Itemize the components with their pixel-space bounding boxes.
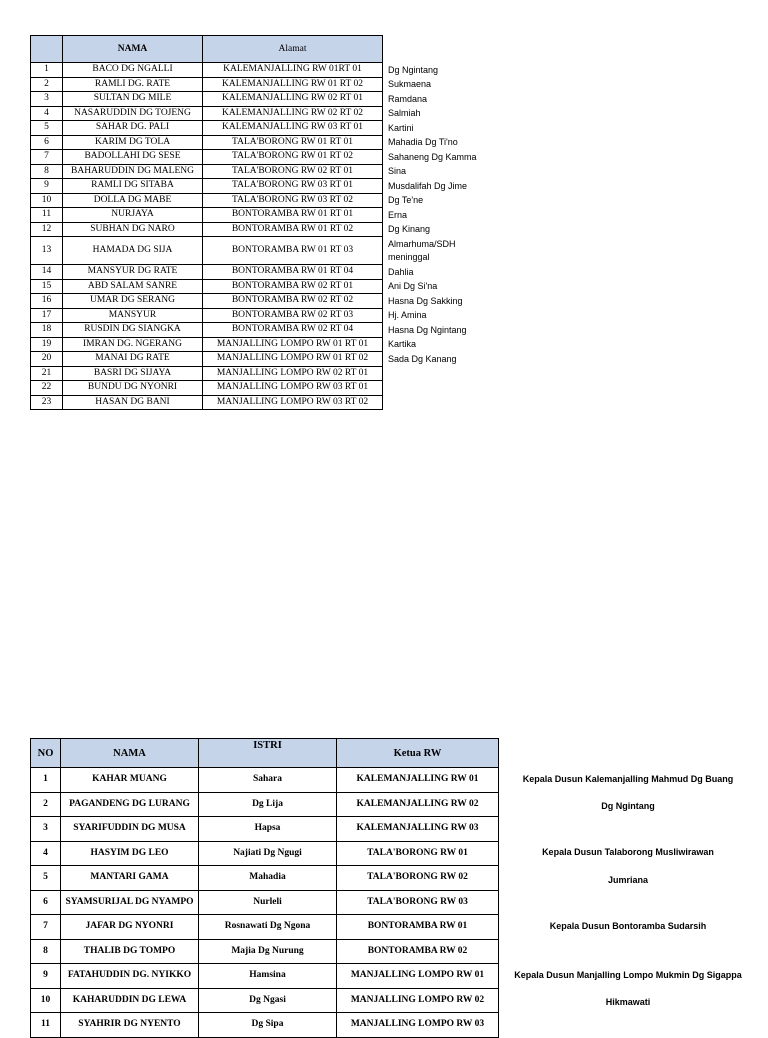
- cell-no: 7: [31, 150, 63, 165]
- cell-nama: UMAR DG SERANG: [63, 294, 203, 309]
- cell-nama: KAHAR MUANG: [61, 768, 199, 793]
- side-note: meninggal: [388, 251, 430, 262]
- cell-nama: SAHAR DG. PALI: [63, 121, 203, 136]
- cell-nama: BASRI DG SIJAYA: [63, 366, 203, 381]
- cell-alamat: TALA'BORONG RW 03 RT 01: [203, 179, 383, 194]
- cell-no: 2: [31, 792, 61, 817]
- cell-nama: JAFAR DG NYONRI: [61, 915, 199, 940]
- cell-alamat: BONTORAMBA RW 01 RT 01: [203, 208, 383, 223]
- cell-alamat: TALA'BORONG RW 03 RT 02: [203, 193, 383, 208]
- table-header-row: [31, 739, 499, 768]
- header-istri: ISTRI: [199, 739, 337, 768]
- cell-nama: HASYIM DG LEO: [61, 841, 199, 866]
- table-row: [31, 208, 383, 223]
- cell-istri: Nurleli: [199, 890, 337, 915]
- residents-table: [30, 35, 383, 410]
- table-row: [31, 988, 499, 1013]
- side-note: Kepala Dusun Kalemanjalling Mahmud Dg Buang: [522, 773, 734, 784]
- cell-istri: Dg Sipa: [199, 1013, 337, 1038]
- table-row: [31, 308, 383, 323]
- table-row: [31, 817, 499, 842]
- header-no: [31, 36, 63, 63]
- cell-no: 8: [31, 939, 61, 964]
- cell-nama: MANSYUR: [63, 308, 203, 323]
- side-note: Ani Dg Si'na: [388, 281, 438, 292]
- cell-no: 5: [31, 866, 61, 891]
- cell-nama: BADOLLAHI DG SESE: [63, 150, 203, 165]
- side-note: Dg Ngintang: [388, 64, 439, 75]
- side-note: Salmiah: [388, 108, 421, 119]
- cell-alamat: KALEMANJALLING RW 02 RT 02: [203, 106, 383, 121]
- table-row: [31, 77, 383, 92]
- side-note: Kartika: [388, 339, 417, 350]
- table-row: [31, 337, 383, 352]
- side-note: Musdalifah Dg Jime: [388, 180, 468, 191]
- table-row: [31, 63, 383, 78]
- cell-alamat: BONTORAMBA RW 02 RT 03: [203, 308, 383, 323]
- side-note: Sina: [388, 166, 407, 177]
- cell-no: 11: [31, 208, 63, 223]
- cell-nama: THALIB DG TOMPO: [61, 939, 199, 964]
- cell-nama: SYARIFUDDIN DG MUSA: [61, 817, 199, 842]
- cell-nama: BUNDU DG NYONRI: [63, 381, 203, 396]
- cell-no: 22: [31, 381, 63, 396]
- cell-ketua-rw: KALEMANJALLING RW 03: [337, 817, 499, 842]
- cell-istri: Dg Ngasi: [199, 988, 337, 1013]
- table-row: [31, 150, 383, 165]
- cell-alamat: KALEMANJALLING RW 03 RT 01: [203, 121, 383, 136]
- cell-nama: MANTARI GAMA: [61, 866, 199, 891]
- side-note: Hj. Amina: [388, 310, 427, 321]
- side-note: Hasna Dg Sakking: [388, 295, 463, 306]
- table-row: [31, 395, 383, 410]
- table-row: [31, 92, 383, 107]
- cell-no: 4: [31, 841, 61, 866]
- cell-alamat: KALEMANJALLING RW 01 RT 02: [203, 77, 383, 92]
- header-nama: NAMA: [61, 739, 199, 768]
- side-note: Sukmaena: [388, 79, 432, 90]
- cell-alamat: MANJALLING LOMPO RW 03 RT 02: [203, 395, 383, 410]
- cell-ketua-rw: TALA'BORONG RW 02: [337, 866, 499, 891]
- cell-alamat: MANJALLING LOMPO RW 03 RT 01: [203, 381, 383, 396]
- header-nama: NAMA: [63, 36, 203, 63]
- cell-alamat: BONTORAMBA RW 02 RT 01: [203, 279, 383, 294]
- cell-nama: SYAMSURIJAL DG NYAMPO: [61, 890, 199, 915]
- table-row: [31, 164, 383, 179]
- cell-istri: Najiati Dg Ngugi: [199, 841, 337, 866]
- cell-no: 17: [31, 308, 63, 323]
- cell-no: 3: [31, 817, 61, 842]
- cell-no: 23: [31, 395, 63, 410]
- cell-nama: MANSYUR DG RATE: [63, 265, 203, 280]
- cell-alamat: BONTORAMBA RW 02 RT 02: [203, 294, 383, 309]
- table-row: [31, 294, 383, 309]
- header-ketua-rw: Ketua RW: [337, 739, 499, 768]
- side-note: Mahadia Dg Ti'no: [388, 137, 458, 148]
- cell-nama: MANAI DG RATE: [63, 352, 203, 367]
- cell-nama: BACO DG NGALLI: [63, 63, 203, 78]
- cell-no: 18: [31, 323, 63, 338]
- table-row: [31, 841, 499, 866]
- cell-no: 11: [31, 1013, 61, 1038]
- header-no: NO: [31, 739, 61, 768]
- cell-ketua-rw: MANJALLING LOMPO RW 03: [337, 1013, 499, 1038]
- side-note: Jumriana: [607, 874, 649, 885]
- side-note: Hasna Dg Ngintang: [388, 324, 467, 335]
- side-note: Almarhuma/SDH: [388, 238, 456, 249]
- cell-ketua-rw: KALEMANJALLING RW 01: [337, 768, 499, 793]
- cell-nama: DOLLA DG MABE: [63, 193, 203, 208]
- table-row: [31, 121, 383, 136]
- cell-alamat: KALEMANJALLING RW 01RT 01: [203, 63, 383, 78]
- cell-no: 7: [31, 915, 61, 940]
- cell-alamat: TALA'BORONG RW 01 RT 01: [203, 135, 383, 150]
- table-row: [31, 915, 499, 940]
- cell-ketua-rw: KALEMANJALLING RW 02: [337, 792, 499, 817]
- side-note: Sahaneng Dg Kamma: [388, 151, 477, 162]
- cell-nama: BAHARUDDIN DG MALENG: [63, 164, 203, 179]
- rw-heads-table-body: [31, 768, 499, 1038]
- rw-heads-table: [30, 738, 499, 1038]
- cell-ketua-rw: MANJALLING LOMPO RW 02: [337, 988, 499, 1013]
- cell-nama: HASAN DG BANI: [63, 395, 203, 410]
- table-row: [31, 866, 499, 891]
- cell-no: 3: [31, 92, 63, 107]
- table-row: [31, 964, 499, 989]
- table-row: [31, 352, 383, 367]
- cell-nama: SULTAN DG MILE: [63, 92, 203, 107]
- cell-alamat: BONTORAMBA RW 02 RT 04: [203, 323, 383, 338]
- cell-nama: SUBHAN DG NARO: [63, 222, 203, 237]
- cell-alamat: MANJALLING LOMPO RW 02 RT 01: [203, 366, 383, 381]
- cell-istri: Hapsa: [199, 817, 337, 842]
- side-note: Dg Kinang: [388, 224, 431, 235]
- cell-no: 12: [31, 222, 63, 237]
- cell-istri: Hamsina: [199, 964, 337, 989]
- cell-no: 1: [31, 63, 63, 78]
- table-row: [31, 193, 383, 208]
- cell-no: 21: [31, 366, 63, 381]
- cell-no: 8: [31, 164, 63, 179]
- cell-nama: RAMLI DG SITABA: [63, 179, 203, 194]
- cell-istri: Mahadia: [199, 866, 337, 891]
- cell-no: 10: [31, 193, 63, 208]
- cell-istri: Sahara: [199, 768, 337, 793]
- cell-no: 10: [31, 988, 61, 1013]
- table-row: [31, 237, 383, 265]
- side-note: Kepala Dusun Talaborong Musliwirawan: [542, 847, 714, 858]
- cell-alamat: MANJALLING LOMPO RW 01 RT 02: [203, 352, 383, 367]
- cell-no: 20: [31, 352, 63, 367]
- cell-no: 14: [31, 265, 63, 280]
- table-row: [31, 135, 383, 150]
- cell-no: 19: [31, 337, 63, 352]
- table-row: [31, 1013, 499, 1038]
- table-row: [31, 939, 499, 964]
- table-row: [31, 792, 499, 817]
- cell-no: 9: [31, 179, 63, 194]
- cell-no: 13: [31, 237, 63, 265]
- cell-nama: NASARUDDIN DG TOJENG: [63, 106, 203, 121]
- side-note: Sada Dg Kanang: [388, 353, 457, 364]
- cell-nama: RUSDIN DG SIANGKA: [63, 323, 203, 338]
- table-row: [31, 179, 383, 194]
- cell-no: 2: [31, 77, 63, 92]
- cell-alamat: KALEMANJALLING RW 02 RT 01: [203, 92, 383, 107]
- cell-ketua-rw: TALA'BORONG RW 03: [337, 890, 499, 915]
- side-note: Dg Te'ne: [388, 195, 424, 206]
- side-note: Dahlia: [388, 266, 414, 277]
- cell-alamat: BONTORAMBA RW 01 RT 02: [203, 222, 383, 237]
- cell-no: 15: [31, 279, 63, 294]
- table-row: [31, 768, 499, 793]
- side-note: Kartini: [388, 122, 414, 133]
- cell-no: 9: [31, 964, 61, 989]
- cell-alamat: MANJALLING LOMPO RW 01 RT 01: [203, 337, 383, 352]
- cell-alamat: BONTORAMBA RW 01 RT 03: [203, 237, 383, 265]
- cell-istri: Majia Dg Nurung: [199, 939, 337, 964]
- cell-nama: HAMADA DG SIJA: [63, 237, 203, 265]
- side-note: Kepala Dusun Manjalling Lompo Mukmin Dg Sigappa: [514, 969, 742, 980]
- cell-no: 1: [31, 768, 61, 793]
- table-row: [31, 222, 383, 237]
- cell-nama: KARIM DG TOLA: [63, 135, 203, 150]
- cell-nama: PAGANDENG DG LURANG: [61, 792, 199, 817]
- cell-nama: FATAHUDDIN DG. NYIKKO: [61, 964, 199, 989]
- table-row: [31, 279, 383, 294]
- table-row: [31, 106, 383, 121]
- header-alamat: Alamat: [203, 36, 383, 63]
- cell-no: 6: [31, 890, 61, 915]
- table-row: [31, 265, 383, 280]
- table-row: [31, 890, 499, 915]
- cell-ketua-rw: BONTORAMBA RW 01: [337, 915, 499, 940]
- cell-alamat: TALA'BORONG RW 01 RT 02: [203, 150, 383, 165]
- table-row: [31, 366, 383, 381]
- table-row: [31, 323, 383, 338]
- cell-nama: ABD SALAM SANRE: [63, 279, 203, 294]
- cell-istri: Rosnawati Dg Ngona: [199, 915, 337, 940]
- cell-nama: NURJAYA: [63, 208, 203, 223]
- cell-ketua-rw: TALA'BORONG RW 01: [337, 841, 499, 866]
- cell-nama: SYAHRIR DG NYENTO: [61, 1013, 199, 1038]
- cell-istri: Dg Lija: [199, 792, 337, 817]
- table-row: [31, 381, 383, 396]
- cell-ketua-rw: BONTORAMBA RW 02: [337, 939, 499, 964]
- cell-no: 5: [31, 121, 63, 136]
- side-note: Kepala Dusun Bontoramba Sudarsih: [549, 920, 707, 931]
- side-note: Dg Ngintang: [601, 801, 655, 812]
- cell-alamat: BONTORAMBA RW 01 RT 04: [203, 265, 383, 280]
- cell-no: 16: [31, 294, 63, 309]
- side-note: Erna: [388, 209, 408, 220]
- cell-no: 4: [31, 106, 63, 121]
- cell-nama: IMRAN DG. NGERANG: [63, 337, 203, 352]
- cell-nama: RAMLI DG. RATE: [63, 77, 203, 92]
- side-note: Hikmawati: [605, 997, 651, 1008]
- cell-no: 6: [31, 135, 63, 150]
- side-note: Ramdana: [388, 93, 428, 104]
- cell-nama: KAHARUDDIN DG LEWA: [61, 988, 199, 1013]
- table-header-row: [31, 36, 383, 63]
- cell-alamat: TALA'BORONG RW 02 RT 01: [203, 164, 383, 179]
- residents-table-body: [31, 63, 383, 410]
- cell-ketua-rw: MANJALLING LOMPO RW 01: [337, 964, 499, 989]
